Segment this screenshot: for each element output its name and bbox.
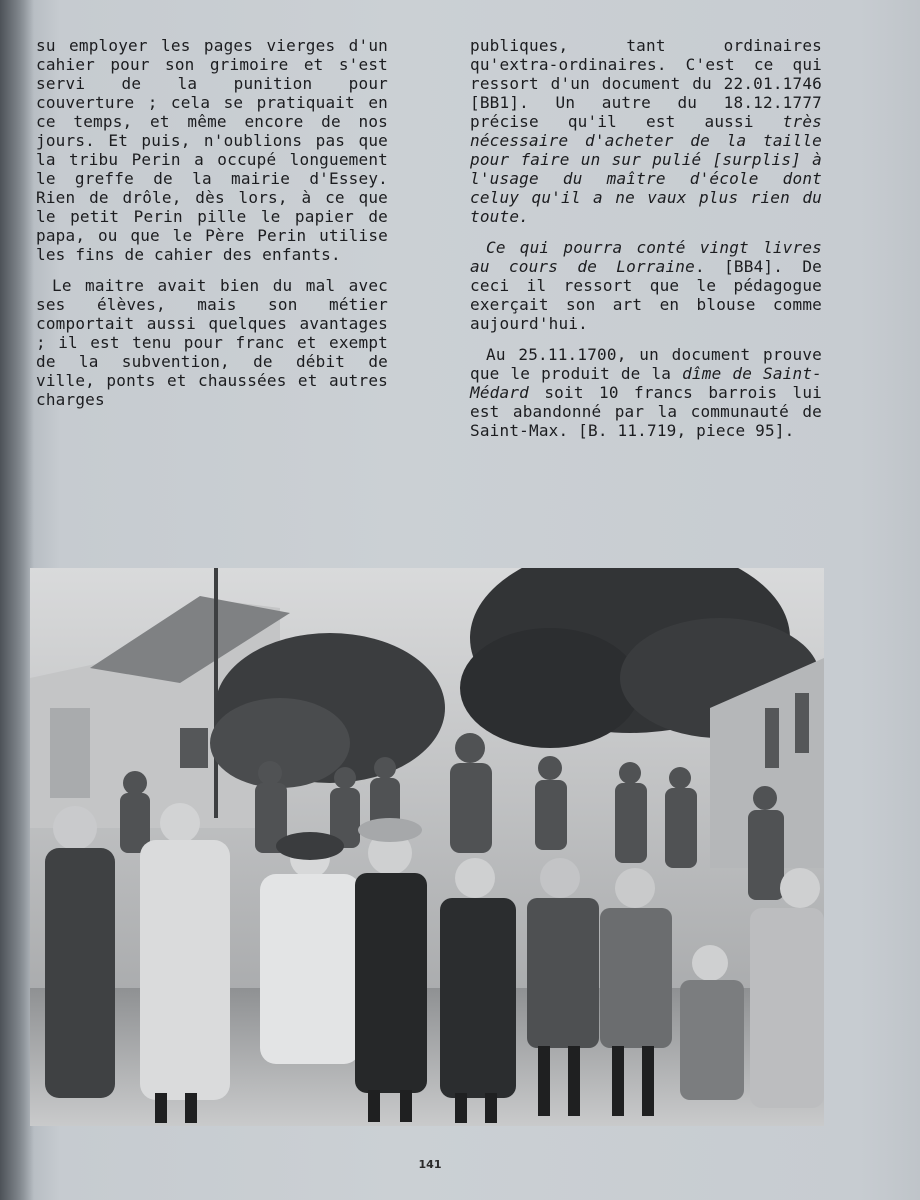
historic-school-group-photo <box>30 568 824 1126</box>
photo-illustration <box>30 568 824 1126</box>
right-paragraph-3-text-a: Au 25.11.1700, un document prouve que le produit de la <box>470 345 822 383</box>
right-paragraph-2 <box>470 238 822 333</box>
page-number: 141 <box>418 1158 442 1171</box>
right-paragraph-3-text-b: soit 10 francs barrois lui est abandonné par la communauté de Saint-Max. [B. 11.719, piece 95]. <box>470 383 822 440</box>
left-text-column <box>36 36 388 421</box>
right-paragraph-2-text: . [BB4]. De ceci il ressort que le pédagogue exerçait son art en blouse comme aujourd'hui. <box>470 257 822 333</box>
right-text-column <box>470 36 822 452</box>
right-paragraph-1-text: publiques, tant ordinaires qu'extra-ordinaires. C'est ce qui ressort d'un document du 22.01.1746 [BB1]. Un autre du 18.12.1777 précise qu'il est aussi <box>470 36 822 131</box>
left-paragraph-2: Le maitre avait bien du mal avec ses élèves, mais son métier comportait aussi quelques avantages ; il est tenu pour franc et exempt de la subvention, de débit de ville, ponts et chaussées et autres charges <box>36 276 388 409</box>
left-paragraph-1: su employer les pages vierges d'un cahier pour son grimoire et s'est servi de la punition pour couverture ; cela se pratiquait en ce temps, et même encore de nos jours. Et puis, n'oublions pas que la tribu Perin a occupé longuement le greffe de la mairie d'Essey. Rien de drôle, dès lors, à ce que le petit Perin pille le papier de papa, ou que le Père Perin utilise les fins de cahier des enfants. <box>36 36 388 264</box>
book-spine-shadow <box>0 0 34 1200</box>
right-paragraph-1-quote: très nécessaire d'acheter de la taille pour faire un sur pulié [surplis] à l'usage du maître d'école dont celuy qu'il a ne vaux plus rien du toute. <box>470 112 822 226</box>
right-paragraph-3-italic: dîme de Saint-Médard <box>470 364 822 402</box>
right-paragraph-3 <box>470 345 822 440</box>
right-paragraph-2-quote: Ce qui pourra conté vingt livres au cours de Lorraine <box>470 238 822 276</box>
right-paragraph-1 <box>470 36 822 226</box>
